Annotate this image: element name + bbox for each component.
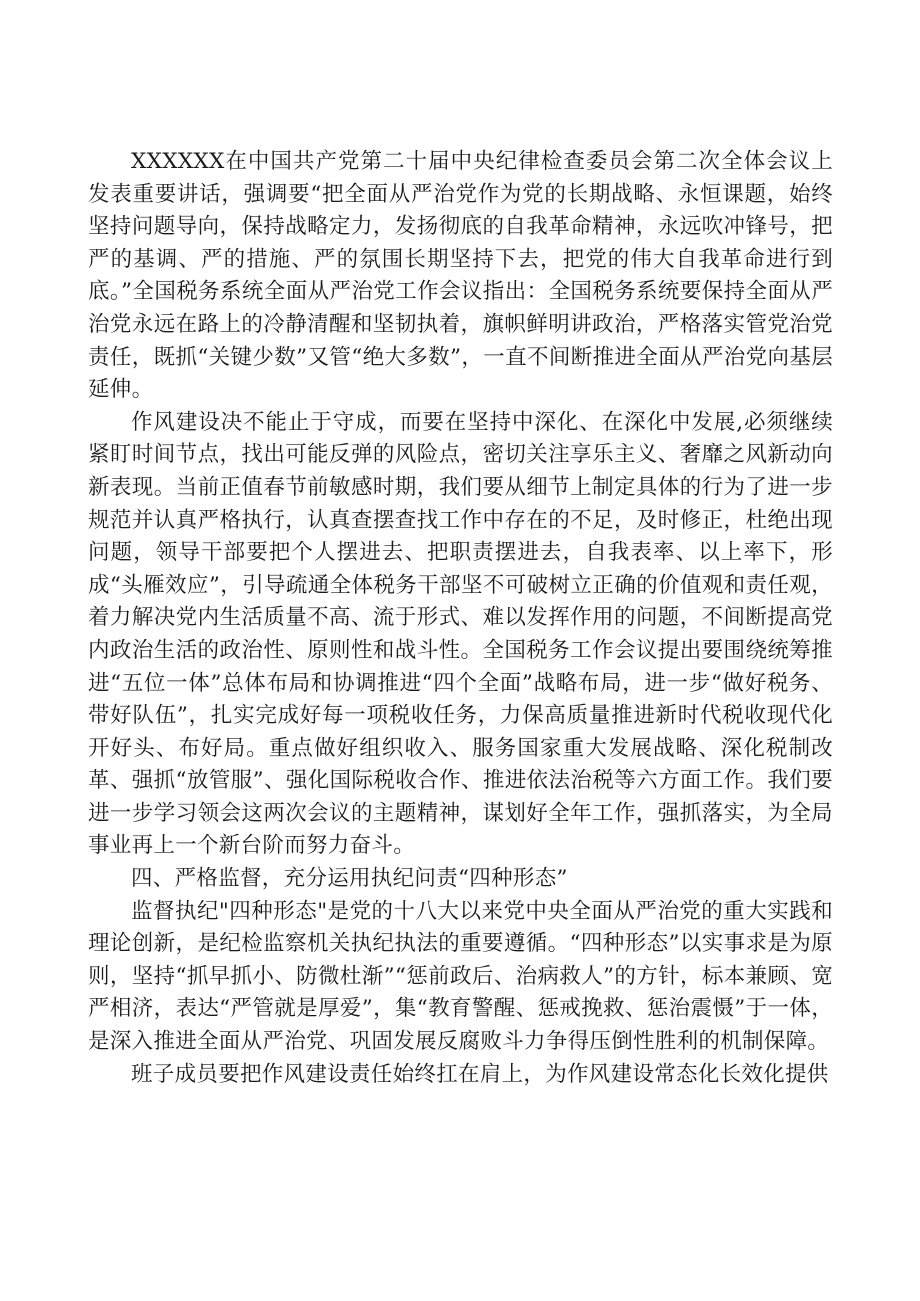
paragraph-4: 班子成员要把作风建设责任始终扛在肩上，为作风建设常态化长效化提供 [131, 1061, 829, 1087]
paragraph-3: 监督执纪"四种形态"是党的十八大以来党中央全面从严治党的重大实践和理论创新，是纪检监察机关执纪执法的重要遵循。“四种形态”以实事求是为原则，坚持“抓早抓小、防微杜渐”“惩前政后、治病救人”的方针，标本兼顾、宽严相济，表达“严管就是厚爱”，集“教育警醒、惩戒挽救、惩治震慑”于一体，是深入推进全面从严治党、巩固发展反腐败斗力争得压倒性胜利的机制保障。 [88, 898, 833, 1055]
paragraph-1: XXXXXX在中国共产党第二十届中央纪律检查委员会第二次全体会议上发表重要讲话，强调要“把全面从严治党作为党的长期战略、永恒课题，始终坚持问题导向，保持战略定力，发扬彻底的自我革命精神，永远吹冲锋号，把严的基调、严的措施、严的氛围长期坚持下去，把党的伟大自我革命进行到底。”全国税务系统全面从严治党工作会议指出：全国税务系统要保持全面从严治党永远在路上的冷静清醒和坚韧执着，旗帜鲜明讲政治，严格落实管党治党责任，既抓“关键少数”又管“绝大多数”，一直不间断推进全面从严治党向基层延伸。 [88, 149, 833, 403]
section-heading: 四、严格监督，充分运用执纪问责“四种形态” [131, 866, 568, 892]
document-body [88, 146, 833, 1091]
paragraph-2: 作风建设决不能止于守成，而要在坚持中深化、在深化中发展,必须继续紧盯时间节点，找出可能反弹的风险点，密切关注享乐主义、奢靡之风新动向新表现。当前正值春节前敏感时期，我们要从细节上制定具体的行为了进一步规范并认真严格执行，认真查摆查找工作中存在的不足，及时修正，杜绝出现问题，领导干部要把个人摆进去、把职责摆进去，自我表率、以上率下，形成“头雁效应”，引导疏通全体税务干部坚不可破树立正确的价值观和责任观，着力解决党内生活质量不高、流于形式、难以发挥作用的问题，不间断提高党内政治生活的政治性、原则性和战斗性。全国税务工作会议提出要围绕统筹推进“五位一体”总体布局和协调推进“四个全面”战略布局，进一步“做好税务、带好队伍”，扎实完成好每一项税收任务，力保高质量推进新时代税收现代化开好头、布好局。重点做好组织收入、服务国家重大发展战略、深化税制改革、强抓“放管服”、强化国际税收合作、推进依法治税等六方面工作。我们要进一步学习领会这两次会议的主题精神，谋划好全年工作，强抓落实，为全局事业再上一个新台阶而努力奋斗。 [88, 409, 833, 859]
